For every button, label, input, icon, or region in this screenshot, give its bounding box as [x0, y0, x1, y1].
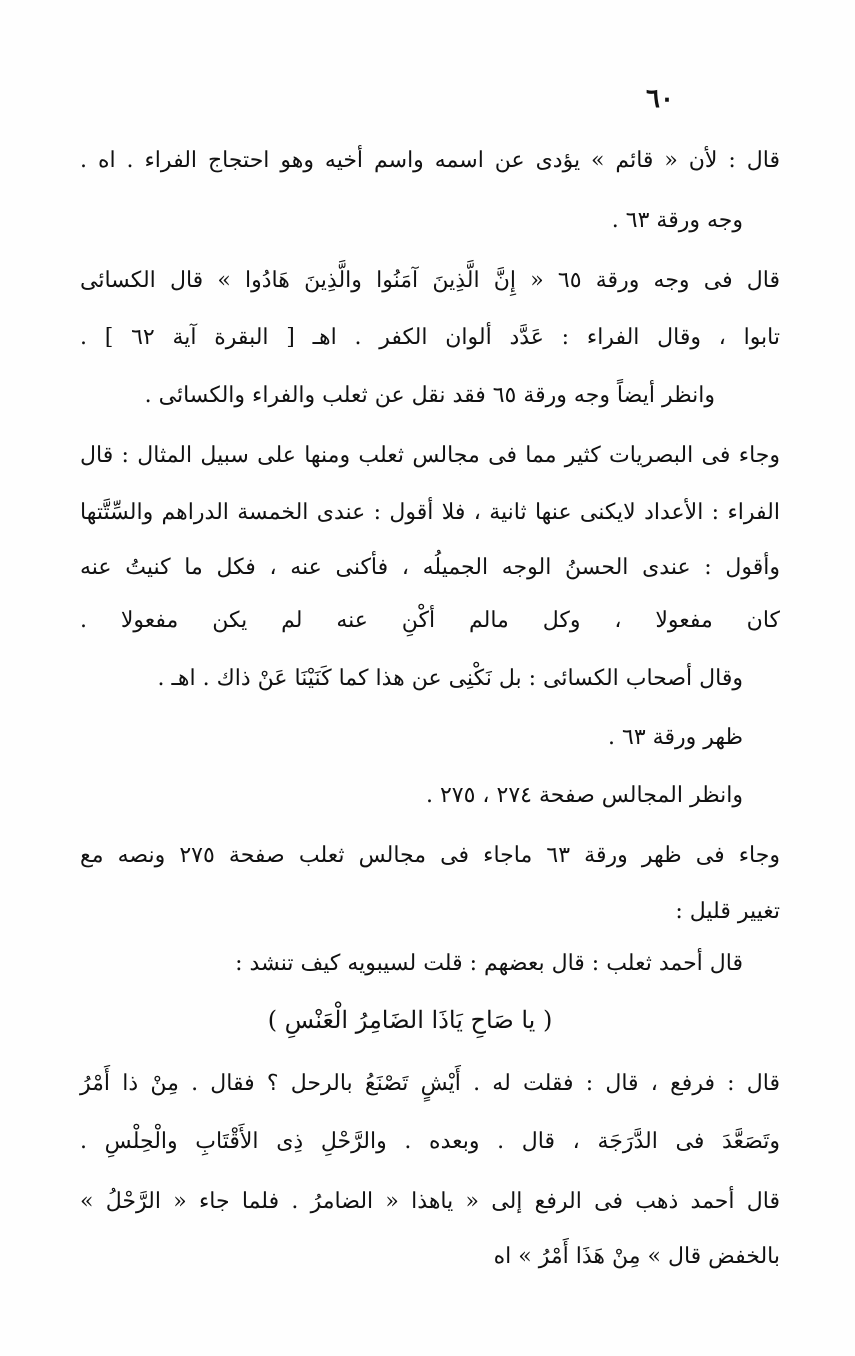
text-line: وانظر أيضاً وجه ورقة ٦٥ فقد نقل عن ثعلب والفراء والكسائى . [144, 383, 715, 408]
text-line: تابوا ، وقال الفراء : عَدَّد ألوان الكفر . اهـ [ البقرة آية ٦٢ ] . [80, 325, 781, 350]
text-line: وقال أصحاب الكسائى : بل نَكْنِى عن هذا كما كَنَيْنَا عَنْ ذاك . اهـ . [157, 666, 743, 691]
text-line: وتَصَعَّدَ فى الدَّرَجَة ، قال . وبعده . والرَّحْلِ ذِى الأَقْتَابِ والْحِلْسِ . [80, 1129, 780, 1154]
text-line: قال أحمد ثعلب : قال بعضهم : قلت لسيبويه كيف تنشد : [235, 951, 743, 976]
verse-line: ( يا صَاحِ يَاذَا الضَامِرُ الْعَنْسِ ) [267, 1006, 553, 1034]
text-line: وانظر المجالس صفحة ٢٧٤ ، ٢٧٥ . [425, 783, 743, 808]
text-line: بالخفض قال » مِنْ هَذَا أَمْرُ » اه [493, 1244, 780, 1269]
text-line: كان مفعولا ، وكل مالم أكْنِ عنه لم يكن مفعولا . [80, 608, 780, 633]
text-line: وجاء فى البصريات كثير مما فى مجالس ثعلب ومنها على سبيل المثال : قال [80, 443, 780, 468]
text-line: ظهر ورقة ٦٣ . [608, 725, 743, 750]
page-number: ٦٠ [646, 84, 674, 114]
text-line: وأقول : عندى الحسنُ الوجه الجميلُه ، فأكنى عنه ، فكل ما كنيتُ عنه [80, 555, 780, 580]
text-line: قال فى وجه ورقة ٦٥ « إِنَّ الَّذِينَ آمَنُوا والَّذِينَ هَادُوا » قال الكسائى [80, 268, 781, 293]
text-line: وجاء فى ظهر ورقة ٦٣ ماجاء فى مجالس ثعلب صفحة ٢٧٥ ونصه مع [80, 843, 780, 868]
text-line: قال : فرفع ، قال : فقلت له . أَيْشٍ تَصْنَعُ بالرحل ؟ فقال . مِنْ ذا أَمْرُ [80, 1071, 780, 1096]
text-line: تغيير قليل : [675, 899, 780, 924]
text-line: الفراء : الأعداد لايكنى عنها ثانية ، فلا أقول : عندى الخمسة الدراهم والسِّتَّتها [80, 500, 780, 525]
text-line: وجه ورقة ٦٣ . [611, 208, 743, 233]
text-line: قال : لأن « قائم » يؤدى عن اسمه واسم أخيه وهو احتجاج الفراء . اه . [80, 148, 780, 173]
text-line: قال أحمد ذهب فى الرفع إلى « ياهذا « الضامرُ . فلما جاء « الرَّحْلُ » [80, 1189, 780, 1214]
